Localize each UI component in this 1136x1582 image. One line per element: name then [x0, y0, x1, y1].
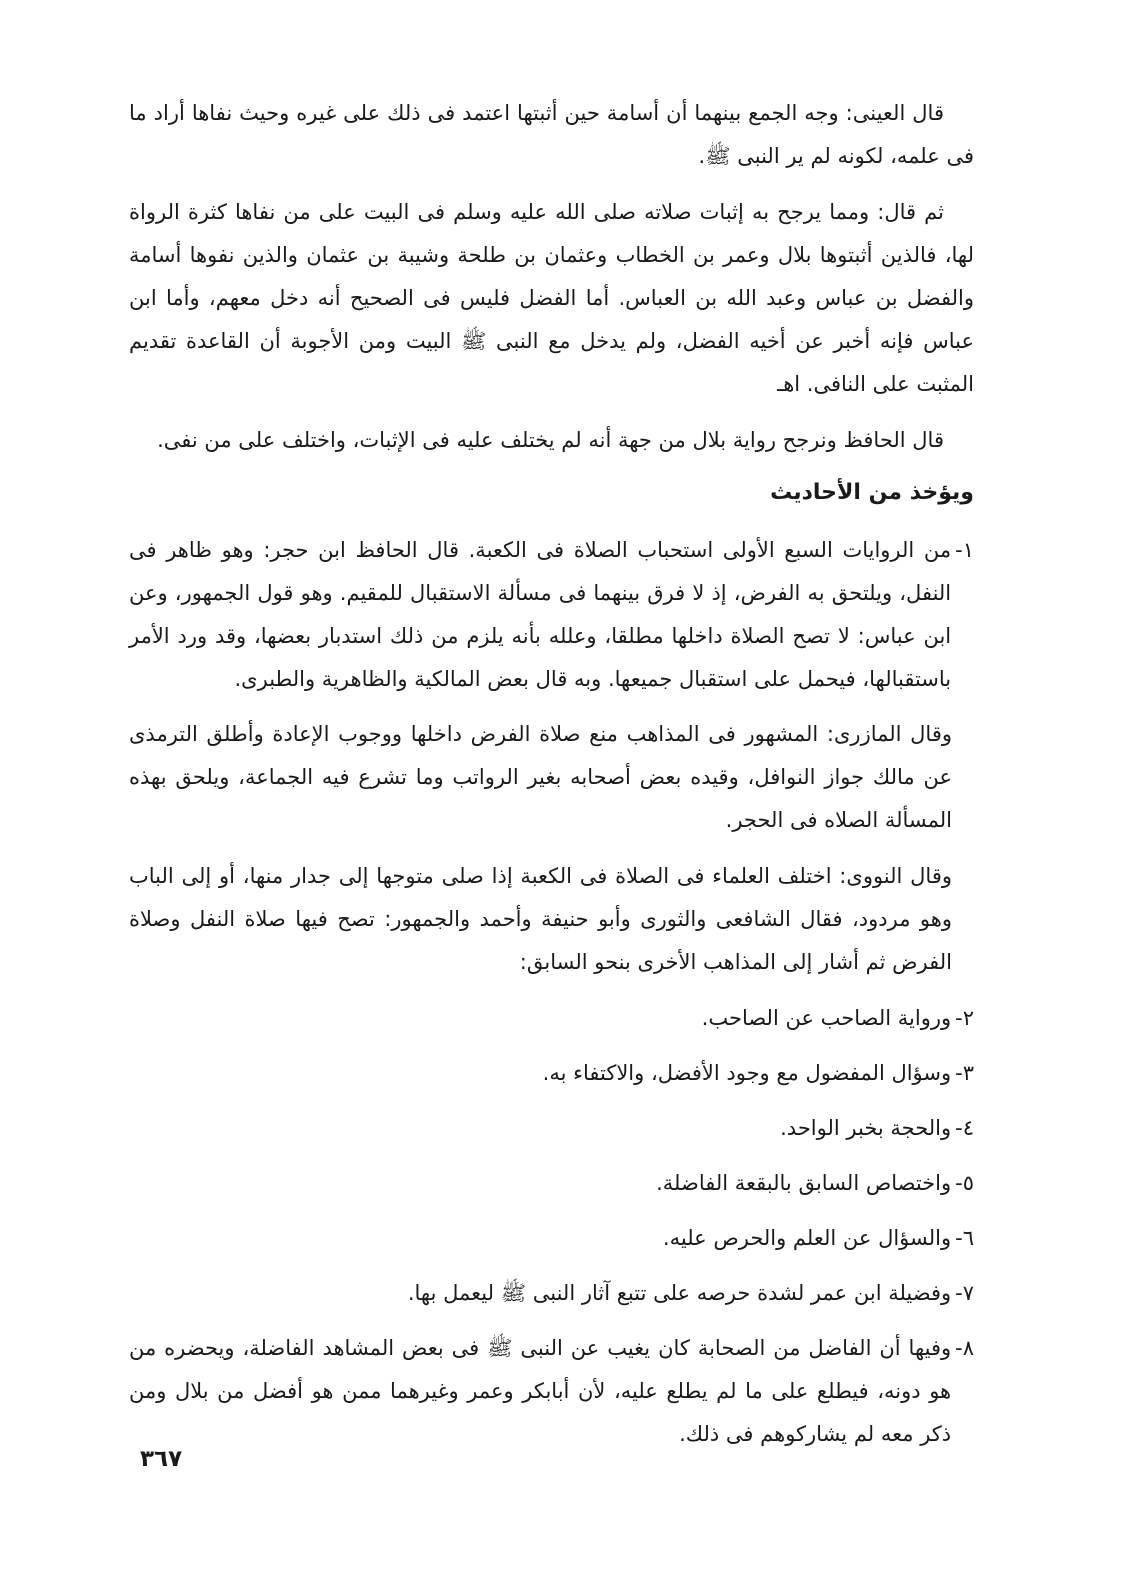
list-item-number: ٧- — [955, 1281, 974, 1305]
paragraph-tarjih: ثم قال: ومما يرجح به إثبات صلاته صلى الله عليه وسلم فى البيت على من نفاها كثرة الرواة لها، فالذين أثبتوها بلال وعمر بن الخطاب وعثمان بن طلحة وشيبة بن عثمان والذين نفوها أسامة والفضل بن عباس وعبد الله بن العباس. أما الفضل فليس فى الصحيح أنه دخل معهم، وأما ابن عباس فإنه أخبر عن أخيه الفضل، ولم يدخل مع النبى ﷺ البيت ومن الأجوبة أن القاعدة تقديم المثبت على النافى. اهـ — [129, 200, 974, 396]
paragraph-hafiz: قال الحافظ ونرجح رواية بلال من جهة أنه لم يختلف عليه فى الإثبات، واختلف على من نفى. — [157, 428, 944, 452]
list-item-body — [129, 529, 951, 701]
list-item-number: ٣- — [955, 1061, 974, 1085]
list-item-6 — [129, 1217, 974, 1260]
list-item-8 — [129, 1327, 974, 1456]
section-heading: ويؤخذ من الأحاديث — [770, 480, 974, 505]
list-item-text: وفضيلة ابن عمر لشدة حرصه على تتبع آثار النبى ﷺ ليعمل بها. — [407, 1281, 952, 1305]
page-body — [129, 92, 974, 1468]
paragraph-aini: قال العينى: وجه الجمع بينهما أن أسامة حين أثبتها اعتمد فى ذلك على غيره وحيث نفاها أراد ما فى علمه، لكونه لم ير النبى ﷺ. — [129, 101, 974, 168]
list-item-number: ٤- — [955, 1116, 974, 1140]
list-item-number: ٢- — [955, 1006, 974, 1030]
list-item-text: والحجة بخبر الواحد. — [780, 1116, 952, 1140]
list-item-text: والسؤال عن العلم والحرص عليه. — [662, 1226, 952, 1250]
list-item-7 — [129, 1272, 974, 1315]
list-item-1 — [129, 529, 974, 701]
list-item-text: من الروايات السبع الأولى استحباب الصلاة فى الكعبة. قال الحافظ ابن حجر: وهو ظاهر فى النفل، ويلتحق به الفرض، إذ لا فرق بينهما فى مسألة الاستقبال للمقيم. وهو قول الجمهور، وعن ابن عباس: لا تصح الصلاة داخلها مطلقا، وعلله بأنه يلزم من ذلك استدبار بعضها، وقد ورد الأمر باستقبالها، فيحمل على استقبال جميعها. وبه قال بعض المالكية والظاهرية والطبرى. — [129, 538, 952, 691]
subparagraph-nawawi: وقال النووى: اختلف العلماء فى الصلاة فى الكعبة إذا صلى متوجها إلى جدار منها، أو إلى الباب وهو مردود، فقال الشافعى والثورى وأبو حنيفة وأحمد والجمهور: تصح فيها صلاة النفل وصلاة الفرض ثم أشار إلى المذاهب الأخرى بنحو السابق: — [129, 864, 952, 974]
list-item-text: واختصاص السابق بالبقعة الفاضلة. — [656, 1171, 952, 1195]
list-item-text: وفيها أن الفاضل من الصحابة كان يغيب عن النبى ﷺ فى بعض المشاهد الفاضلة، ويحضره من هو دونه، فيطلع على ما لم يطلع عليه، لأن أبابكر وعمر وغيرهما ممن هو أفضل من بلال ومن ذكر معه لم يشاركوهم فى ذلك. — [129, 1336, 952, 1446]
list-item-text: ورواية الصاحب عن الصاحب. — [701, 1006, 952, 1030]
list-item-number: ٨- — [955, 1336, 974, 1360]
list-item-3 — [129, 1052, 974, 1095]
list-item-2 — [129, 997, 974, 1040]
list-item-number: ١- — [955, 538, 974, 562]
list-item-4 — [129, 1107, 974, 1150]
page-number: ٣٦٧ — [140, 1446, 183, 1472]
list-item-5 — [129, 1162, 974, 1205]
list-item-text: وسؤال المفضول مع وجود الأفضل، والاكتفاء به. — [542, 1061, 952, 1085]
subparagraph-mazari: وقال المازرى: المشهور فى المذاهب منع صلاة الفرض داخلها ووجوب الإعادة وأطلق الترمذى عن مالك جواز النوافل، وقيده بعض أصحابه بغير الرواتب وما تشرع فيه الجماعة، ويلحق بهذه المسألة الصلاه فى الحجر. — [129, 722, 952, 832]
list-item-number: ٦- — [955, 1226, 974, 1250]
list-item-number: ٥- — [955, 1171, 974, 1195]
